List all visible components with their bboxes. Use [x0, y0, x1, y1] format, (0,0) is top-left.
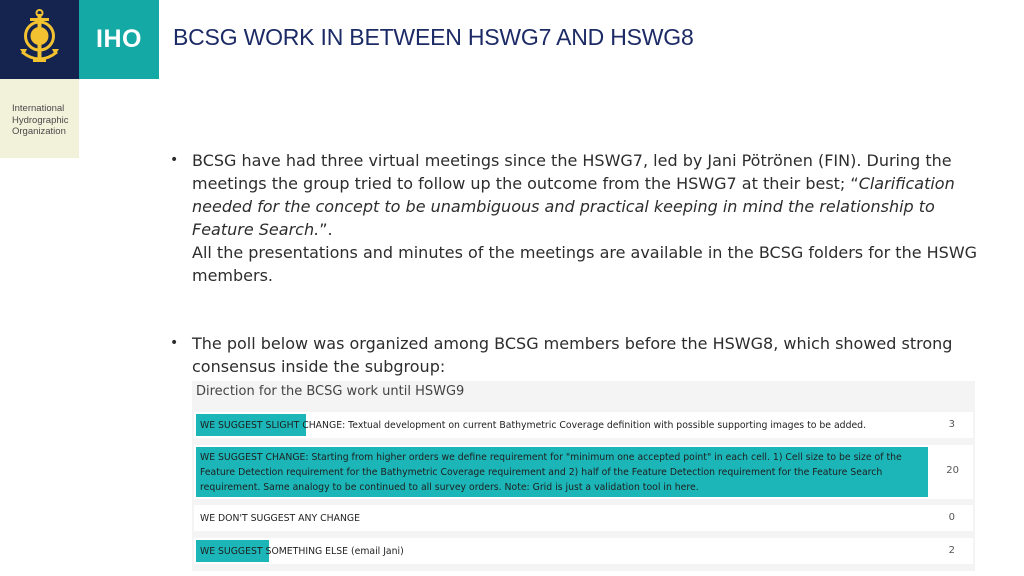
anchor-emblem-icon	[0, 0, 79, 79]
poll-option-row	[194, 412, 973, 438]
vote-count: 20	[946, 465, 959, 476]
bullet-text-part: BCSG have had three virtual meetings since the HSWG7, led by Jani Pötrönen (FIN). During the meetings the group tried to follow up the outcome from the HSWG7 at their best; “	[192, 151, 952, 193]
org-line: International	[12, 103, 65, 114]
vote-count: 2	[948, 545, 955, 556]
bullet-text	[192, 149, 980, 287]
org-line: Hydrographic	[12, 114, 69, 126]
bullet-quote: Clarification needed for the concept to be unambiguous and practical keeping in mind the relationship to Feature Search.	[192, 174, 955, 239]
slide-title: BCSG WORK IN BETWEEN HSWG7 AND HSWG8	[173, 24, 694, 50]
poll-option-label: WE SUGGEST SOMETHING ELSE (email Jani)	[200, 546, 404, 557]
poll-option-label: WE SUGGEST CHANGE: Starting from higher orders we define requirement for "minimum one accepted point" in each cell. 1) Cell size to be size of the Feature Detection requirement for the Bathymetric Coverage requirement and 2) half of the Feature Detection requirement for the Feature Search requirement. Same analogy to be continued to all survey orders. Note: Grid is just a validation tool in here.	[200, 452, 902, 493]
bullet-meetings	[170, 149, 980, 287]
bullet-dot-icon: •	[170, 335, 179, 351]
iho-brand-mark: IHO	[79, 0, 159, 79]
poll-results-panel	[192, 381, 975, 571]
iho-emblem-logo	[0, 0, 79, 79]
poll-option-label: WE DON'T SUGGEST ANY CHANGE	[200, 513, 360, 524]
bullet-text: The poll below was organized among BCSG members before the HSWG8, which showed strong consensus inside the subgroup:	[192, 334, 953, 376]
vote-count: 0	[948, 512, 955, 523]
poll-option-label: WE SUGGEST SLIGHT CHANGE: Textual development on current Bathymetric Coverage definition with possible supporting images to be added.	[200, 420, 867, 431]
poll-title: Direction for the BCSG work until HSWG9	[196, 384, 465, 399]
bullet-text-part: ”.	[319, 220, 333, 239]
poll-option-row	[194, 445, 973, 499]
poll-option-row	[194, 505, 973, 531]
poll-option-row	[194, 538, 973, 564]
vote-count: 3	[948, 419, 955, 430]
organization-name	[0, 79, 79, 158]
org-line: Organization	[12, 126, 66, 137]
bullet-text-part: All the presentations and minutes of the meetings are available in the BCSG folders for the HSWG members.	[192, 243, 978, 285]
bullet-poll	[170, 332, 980, 378]
bullet-dot-icon: •	[170, 152, 179, 168]
